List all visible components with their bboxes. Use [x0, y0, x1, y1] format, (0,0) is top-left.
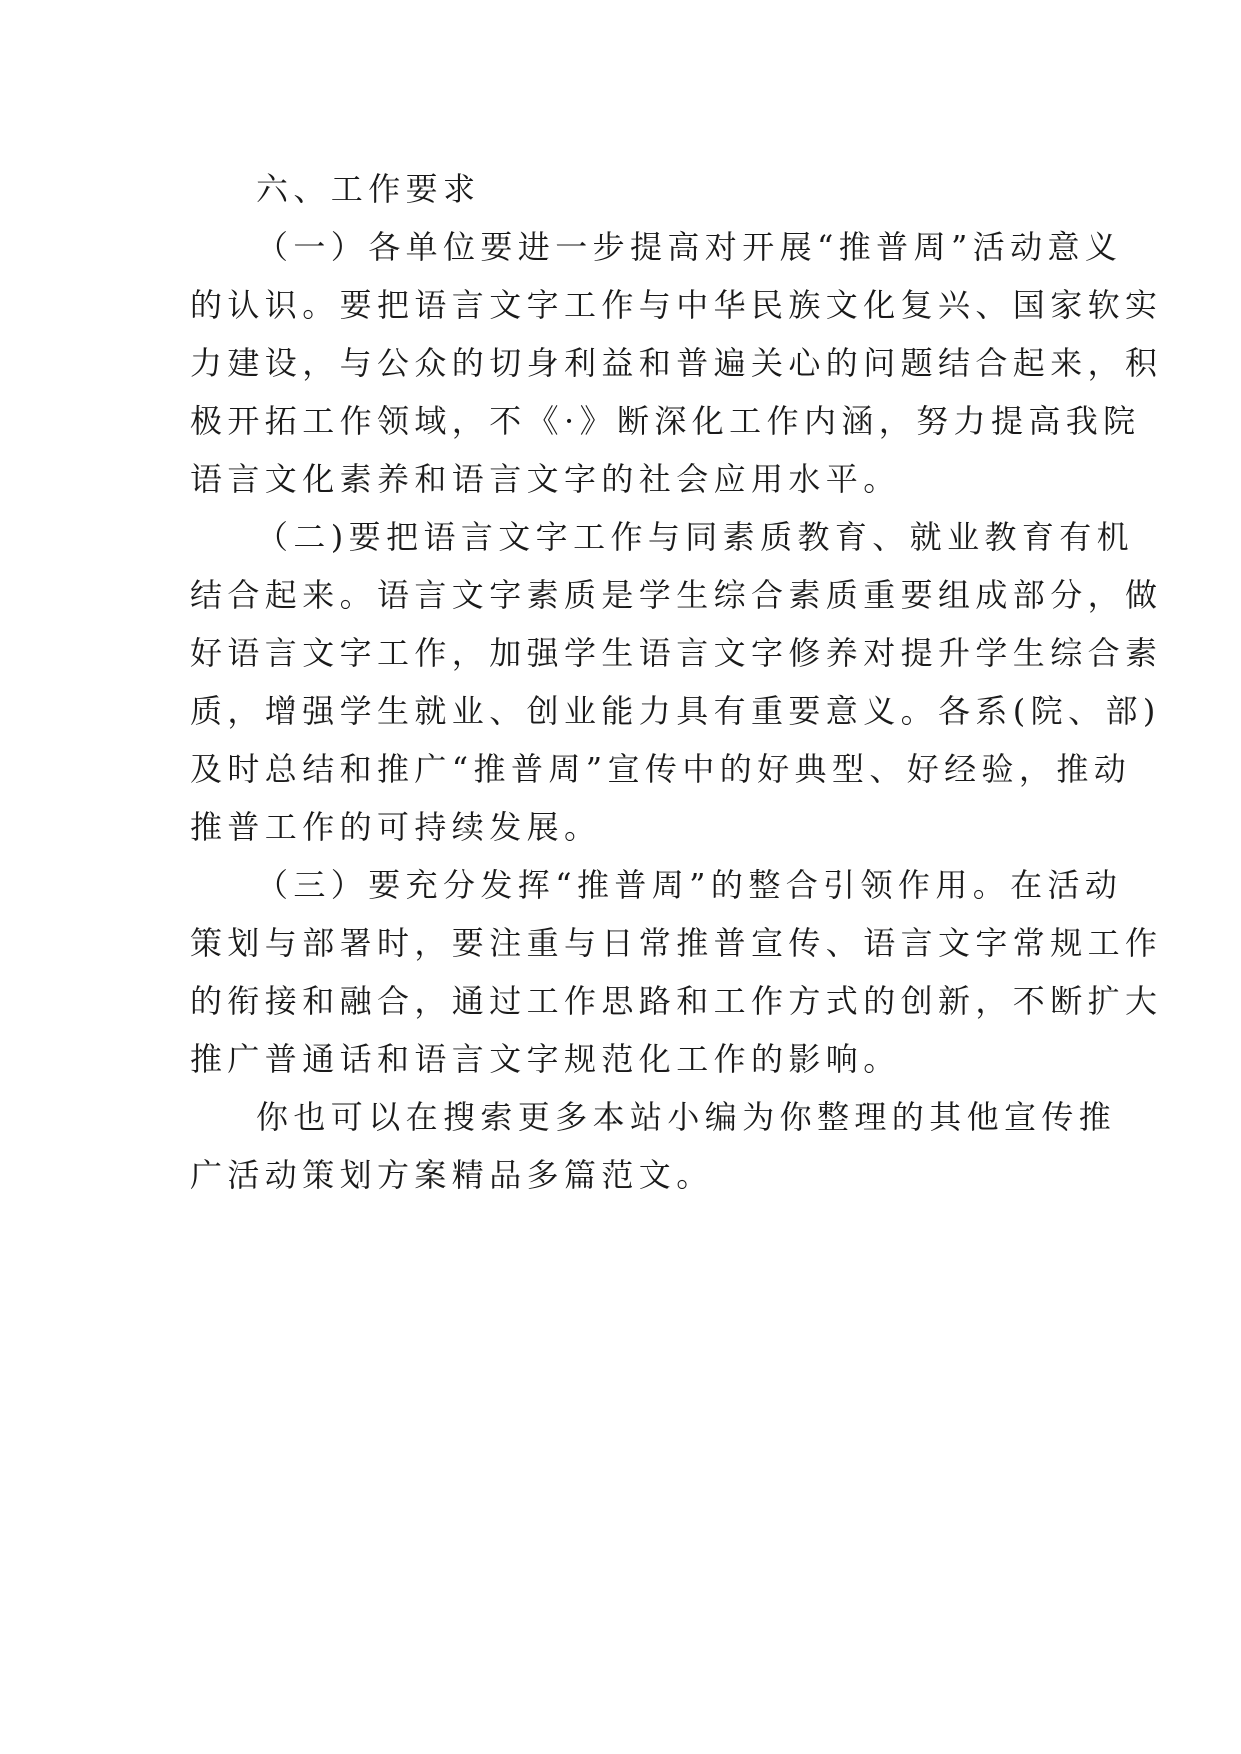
- paragraph-line: 推广普通话和语言文字规范化工作的影响。: [190, 1040, 901, 1078]
- paragraph-line: 你也可以在搜索更多本站小编为你整理的其他宣传推: [256, 1098, 1117, 1136]
- paragraph-line: 语言文化素养和语言文字的社会应用水平。: [190, 460, 901, 498]
- paragraph-line: 的衔接和融合，通过工作思路和工作方式的创新，不断扩大: [190, 982, 1163, 1020]
- paragraph-2: [190, 508, 1163, 856]
- paragraph-line: 结合起来。语言文字素质是学生综合素质重要组成部分，做: [190, 576, 1163, 614]
- paragraph-line: 推普工作的可持续发展。: [190, 808, 602, 846]
- paragraph-line: 广活动策划方案精品多篇范文。: [190, 1156, 714, 1194]
- paragraph-line: 极开拓工作领域，不《·》断深化工作内涵，努力提高我院: [190, 402, 1141, 440]
- paragraph-line: 质，增强学生就业、创业能力具有重要意义。各系(院、部): [190, 692, 1161, 730]
- paragraph-line: （一）各单位要进一步提高对开展“推普周”活动意义: [256, 228, 1123, 266]
- paragraph-line: 的认识。要把语言文字工作与中华民族文化复兴、国家软实: [190, 286, 1163, 324]
- paragraph-line: 策划与部署时，要注重与日常推普宣传、语言文字常规工作: [190, 924, 1163, 962]
- paragraph-line: （二)要把语言文字工作与同素质教育、就业教育有机: [256, 518, 1135, 556]
- paragraph-line: 好语言文字工作，加强学生语言文字修养对提升学生综合素: [190, 634, 1163, 672]
- paragraph-line: （三）要充分发挥“推普周”的整合引领作用。在活动: [256, 866, 1123, 904]
- document-body: [190, 160, 1163, 1204]
- paragraph-1: [190, 218, 1163, 508]
- paragraph-3: [190, 856, 1163, 1088]
- paragraph-4: [190, 1088, 1117, 1204]
- paragraph-line: 力建设，与公众的切身利益和普遍关心的问题结合起来，积: [190, 344, 1163, 382]
- section-heading: 六、工作要求: [256, 170, 481, 208]
- paragraph-line: 及时总结和推广“推普周”宣传中的好典型、好经验，推动: [190, 750, 1132, 788]
